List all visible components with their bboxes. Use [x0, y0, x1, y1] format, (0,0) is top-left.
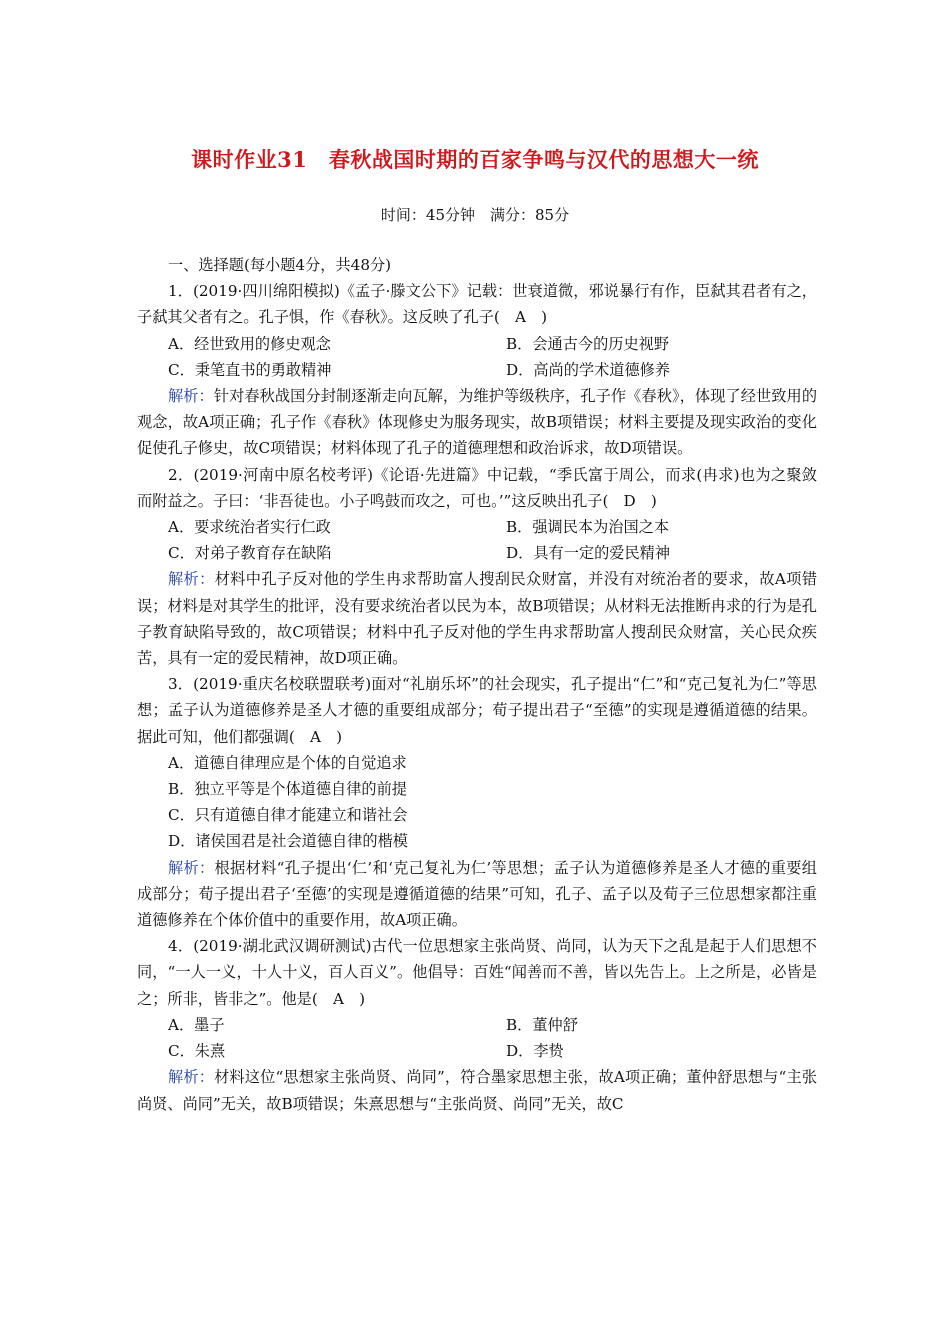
analysis-label: 解析： — [168, 858, 215, 877]
option-d: D．高尚的学术道德修养 — [506, 360, 671, 379]
question-4-analysis — [137, 1064, 817, 1116]
analysis-text: 材料中孔子反对他的学生冉求帮助富人搜刮民众财富，并没有对统治者的要求，故A项错误；材料是对其学生的批评，没有要求统治者以民为本，故B项错误；从材料无法推断冉求的行为是孔子教育缺陷导致的，故C项错误；材料中孔子反对他的学生冉求帮助富人搜刮民众财富，关心民众疾苦，具有一定的爱民精神，故D项正确。 — [137, 570, 818, 668]
analysis-text: 针对春秋战国分封制逐渐走向瓦解，为维护等级秩序，孔子作《春秋》，体现了经世致用的观念，故A项正确；孔子作《春秋》体现修史为服务现实，故B项错误；材料主要提及现实政治的变化促使孔子修史，故C项错误；材料体现了孔子的道德理想和政治诉求，故D项错误。 — [137, 387, 818, 458]
option-c: C．对弟子教育存在缺陷 — [168, 544, 332, 563]
question-1-analysis — [137, 383, 817, 462]
question-3-options — [137, 750, 817, 855]
analysis-label: 解析： — [168, 1068, 215, 1087]
document-body — [137, 252, 817, 1117]
question-1-options — [137, 331, 817, 383]
option-a: A．墨子 — [168, 1015, 225, 1034]
option-a: A．经世致用的修史观念 — [168, 334, 331, 353]
option-b: B．董仲舒 — [506, 1015, 578, 1034]
analysis-label: 解析： — [168, 570, 215, 589]
option-c: C．秉笔直书的勇敢精神 — [168, 360, 332, 379]
option-d: D．具有一定的爱民精神 — [506, 544, 671, 563]
exam-meta: 时间：45分钟 满分：85分 — [380, 206, 570, 224]
analysis-label: 解析： — [168, 387, 214, 406]
option-c: C．朱熹 — [168, 1042, 226, 1061]
analysis-text: 根据材料“孔子提出‘仁’和‘克己复礼为仁’等思想；孟子认为道德修养是圣人才德的重要组成部分；荀子提出君子‘至德’的实现是遵循道德的结果”可知，孔子、孟子以及荀子三位思想家都注重道德修养在个体价值中的重要作用，故A项正确。 — [137, 858, 817, 930]
option-a: A．要求统治者实行仁政 — [168, 518, 331, 537]
question-1-stem: 1．(2019·四川绵阳模拟)《孟子·滕文公下》记载：世衰道微，邪说暴行有作，臣弑其君者有之，子弑其父者有之。孔子惧，作《春秋》。这反映了孔子( A ) — [137, 282, 817, 327]
question-2-options — [137, 514, 817, 566]
question-4-options — [137, 1012, 817, 1064]
question-3-stem: 3．(2019·重庆名校联盟联考)面对“礼崩乐坏”的社会现实，孔子提出“仁”和“克己复礼为仁”等思想；孟子认为道德修养是圣人才德的重要组成部分；荀子提出君子“至德”的实现是遵循道德的结果。据此可知，他们都强调( A ) — [137, 675, 817, 746]
question-2-stem: 2．(2019·河南中原名校考评)《论语·先进篇》中记载，“季氏富于周公，而求(冉求)也为之聚敛而附益之。子曰：‘非吾徒也。小子鸣鼓而攻之，可也。’”这反映出孔子( D ) — [137, 465, 817, 510]
option-b: B．会通古今的历史视野 — [506, 334, 670, 353]
option-d: D．李贽 — [506, 1042, 564, 1061]
question-4-stem: 4．(2019·湖北武汉调研测试)古代一位思想家主张尚贤、尚同，认为天下之乱是起于人们思想不同，“一人一义，十人十义，百人百义”。他倡导：百姓“闻善而不善，皆以先告上。上之所是，必皆是之；所非，皆非之”。他是( A ) — [137, 937, 817, 1008]
section-heading: 一、选择题(每小题4分，共48分) — [168, 256, 392, 274]
page-title: 课时作业31 春秋战国时期的百家争鸣与汉代的思想大一统 — [191, 147, 759, 172]
option-a: A．道德自律理应是个体的自觉追求 — [168, 753, 407, 772]
option-d: D．诸侯国君是社会道德自律的楷模 — [168, 832, 408, 851]
option-b: B．独立平等是个体道德自律的前提 — [168, 780, 407, 799]
analysis-text: 材料这位“思想家主张尚贤、尚同”，符合墨家思想主张，故A项正确；董仲舒思想与“主张尚贤、尚同”无关，故B项错误；朱熹思想与“主张尚贤、尚同”无关，故C — [137, 1068, 818, 1113]
question-2-analysis — [137, 566, 817, 671]
option-b: B．强调民本为治国之本 — [506, 518, 670, 537]
option-c: C．只有道德自律才能建立和谐社会 — [168, 806, 408, 825]
question-3-analysis — [137, 855, 817, 934]
